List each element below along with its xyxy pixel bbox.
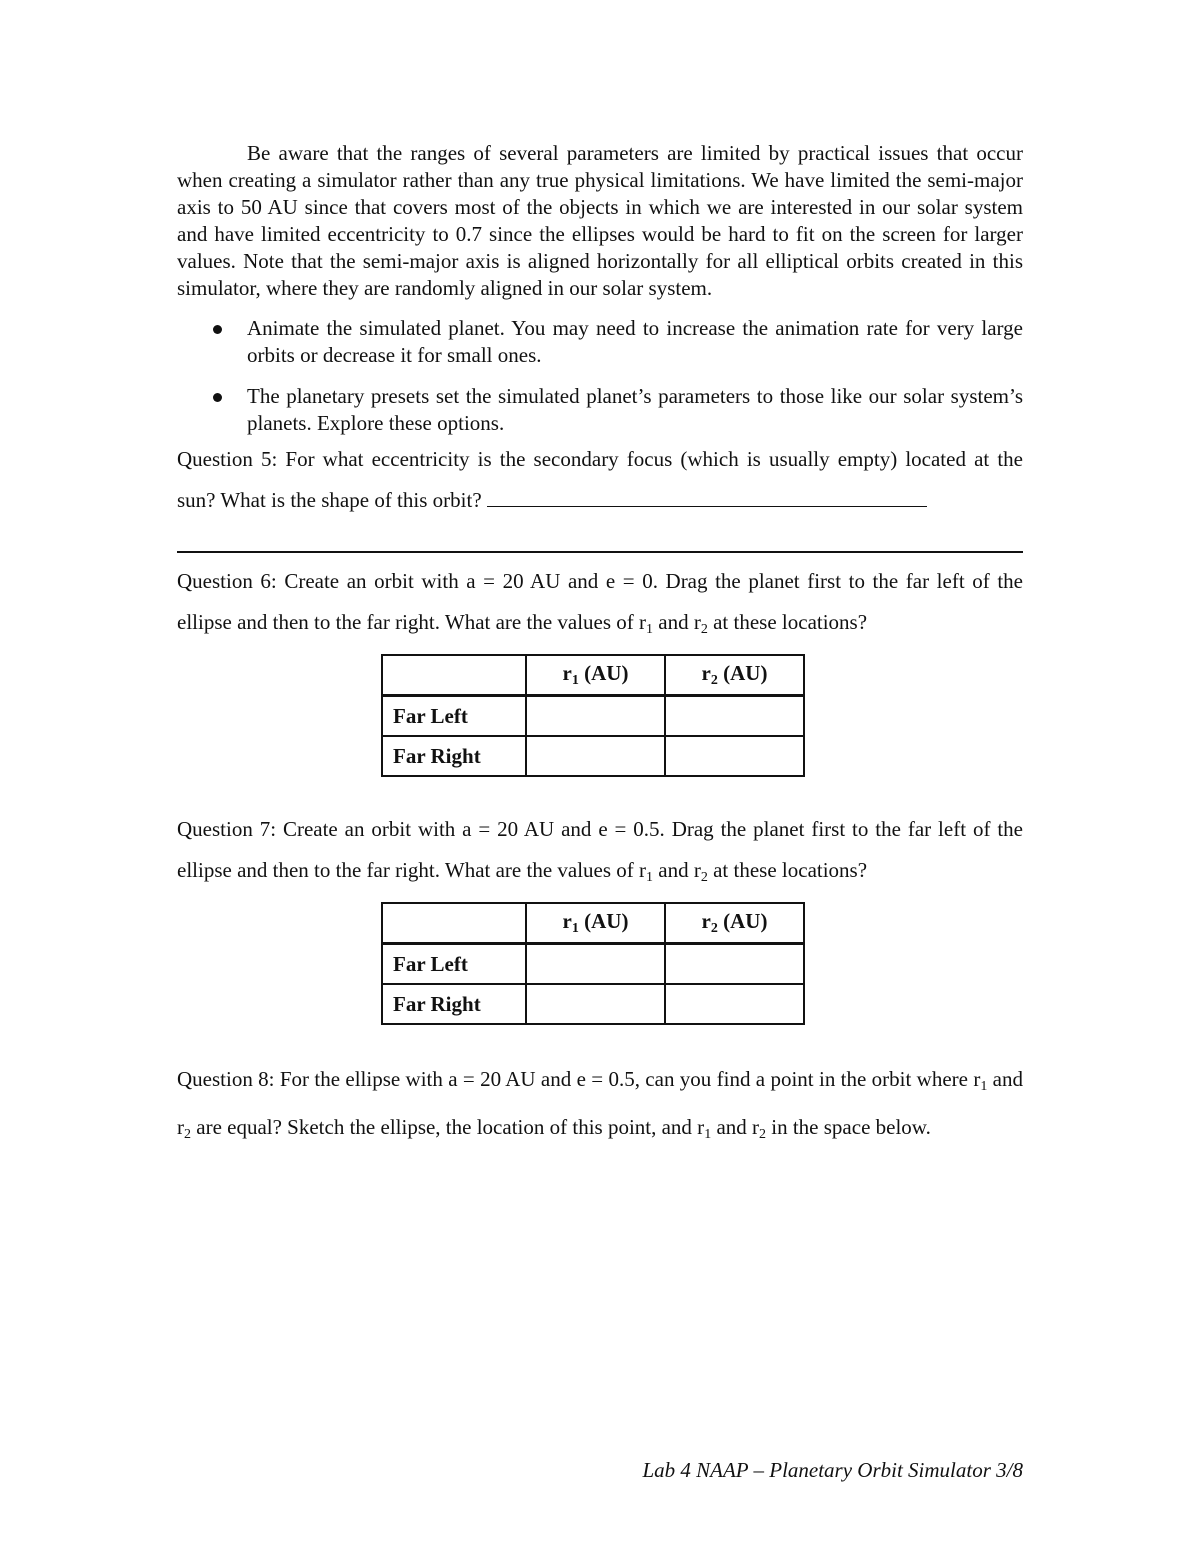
table-row xyxy=(382,696,804,737)
question-7-text: and r xyxy=(653,858,701,882)
question-5-answer-blank[interactable] xyxy=(487,484,927,507)
worksheet-page xyxy=(177,140,1023,1155)
bullet-icon xyxy=(213,325,222,334)
bullet-icon xyxy=(213,393,222,402)
list-item xyxy=(177,315,1023,369)
answer-cell-far-right-r2[interactable] xyxy=(665,984,804,1024)
list-item xyxy=(177,383,1023,437)
question-7-text: Question 7: Create an orbit with a = 20 AU and e = 0.5. Drag the planet first to the far left of the ellipse and then to the far right. What are the values of r xyxy=(177,817,1023,882)
answer-cell-far-left-r1[interactable] xyxy=(526,696,665,737)
subscript: 1 xyxy=(646,870,654,885)
question-7 xyxy=(177,809,1023,898)
question-5 xyxy=(177,439,1023,521)
question-6-text: Question 6: Create an orbit with a = 20 AU and e = 0. Drag the planet first to the far left of the ellipse and then to the far right. What are the values of r xyxy=(177,569,1023,634)
question-8 xyxy=(177,1059,1023,1155)
question-8-text: in the space below. xyxy=(766,1115,931,1139)
row-header-far-left: Far Left xyxy=(382,696,526,737)
subscript: 1 xyxy=(646,622,654,637)
column-header-r1: $r_1$ (AU) xyxy=(526,903,665,944)
question-8-text: and r xyxy=(711,1115,760,1139)
table-row xyxy=(382,984,804,1024)
question-6-text: and r xyxy=(653,610,701,634)
answer-cell-far-right-r1[interactable] xyxy=(526,736,665,776)
question-8-text: are equal? Sketch the ellipse, the location of this point, and r xyxy=(191,1115,705,1139)
question-6-table xyxy=(381,654,805,777)
subscript: 2 xyxy=(700,870,708,885)
answer-cell-far-right-r1[interactable] xyxy=(526,984,665,1024)
subscript: 2 xyxy=(759,1127,767,1142)
answer-cell-far-left-r2[interactable] xyxy=(665,944,804,985)
subscript: 2 xyxy=(700,622,708,637)
bullet-text: Animate the simulated planet. You may need to increase the animation rate for very large orbits or decrease it for small ones. xyxy=(247,316,1023,367)
question-6 xyxy=(177,561,1023,650)
question-5-answer-line[interactable] xyxy=(177,551,1023,553)
row-header-far-left: Far Left xyxy=(382,944,526,985)
column-header-r1: $r_1$ (AU) xyxy=(526,655,665,696)
table-row xyxy=(382,736,804,776)
column-header-r2: $r_2$ (AU) xyxy=(665,903,804,944)
question-7-table xyxy=(381,902,805,1025)
bullet-text: The planetary presets set the simulated planet’s parameters to those like our solar system’s planets. Explore these options. xyxy=(247,384,1023,435)
answer-cell-far-right-r2[interactable] xyxy=(665,736,804,776)
page-footer: Lab 4 NAAP – Planetary Orbit Simulator 3/8 xyxy=(642,1458,1023,1482)
answer-cell-far-left-r2[interactable] xyxy=(665,696,804,737)
table-row xyxy=(382,944,804,985)
table-corner-cell xyxy=(382,655,526,696)
question-8-text: Question 8: For the ellipse with a = 20 AU and e = 0.5, can you find a point in the orbit where r xyxy=(177,1067,981,1091)
row-header-far-right: Far Right xyxy=(382,736,526,776)
instruction-list xyxy=(177,315,1023,437)
table-corner-cell xyxy=(382,903,526,944)
column-header-r2: $r_2$ (AU) xyxy=(665,655,804,696)
subscript: 1 xyxy=(980,1079,988,1094)
question-7-text: at these locations? xyxy=(707,858,868,882)
question-6-text: at these locations? xyxy=(707,610,868,634)
question-8-text: and r xyxy=(177,1067,1023,1139)
row-header-far-right: Far Right xyxy=(382,984,526,1024)
subscript: 2 xyxy=(184,1127,191,1142)
question-5-text: Question 5: For what eccentricity is the secondary focus (which is usually empty) located at the sun? What is the shape of this orbit? xyxy=(177,447,1023,512)
intro-paragraph: Be aware that the ranges of several parameters are limited by practical issues that occur when creating a simulator rather than any true physical limitations. We have limited the semi-major axis to 50 AU since that covers most of the objects in which we are interested in our solar system and have limited eccentricity to 0.7 since the ellipses would be hard to fit on the screen for larger values. Note that the semi-major axis is aligned horizontally for all elliptical orbits created in this simulator, where they are randomly aligned in our solar system. xyxy=(177,141,1023,300)
subscript: 1 xyxy=(704,1127,712,1142)
answer-cell-far-left-r1[interactable] xyxy=(526,944,665,985)
